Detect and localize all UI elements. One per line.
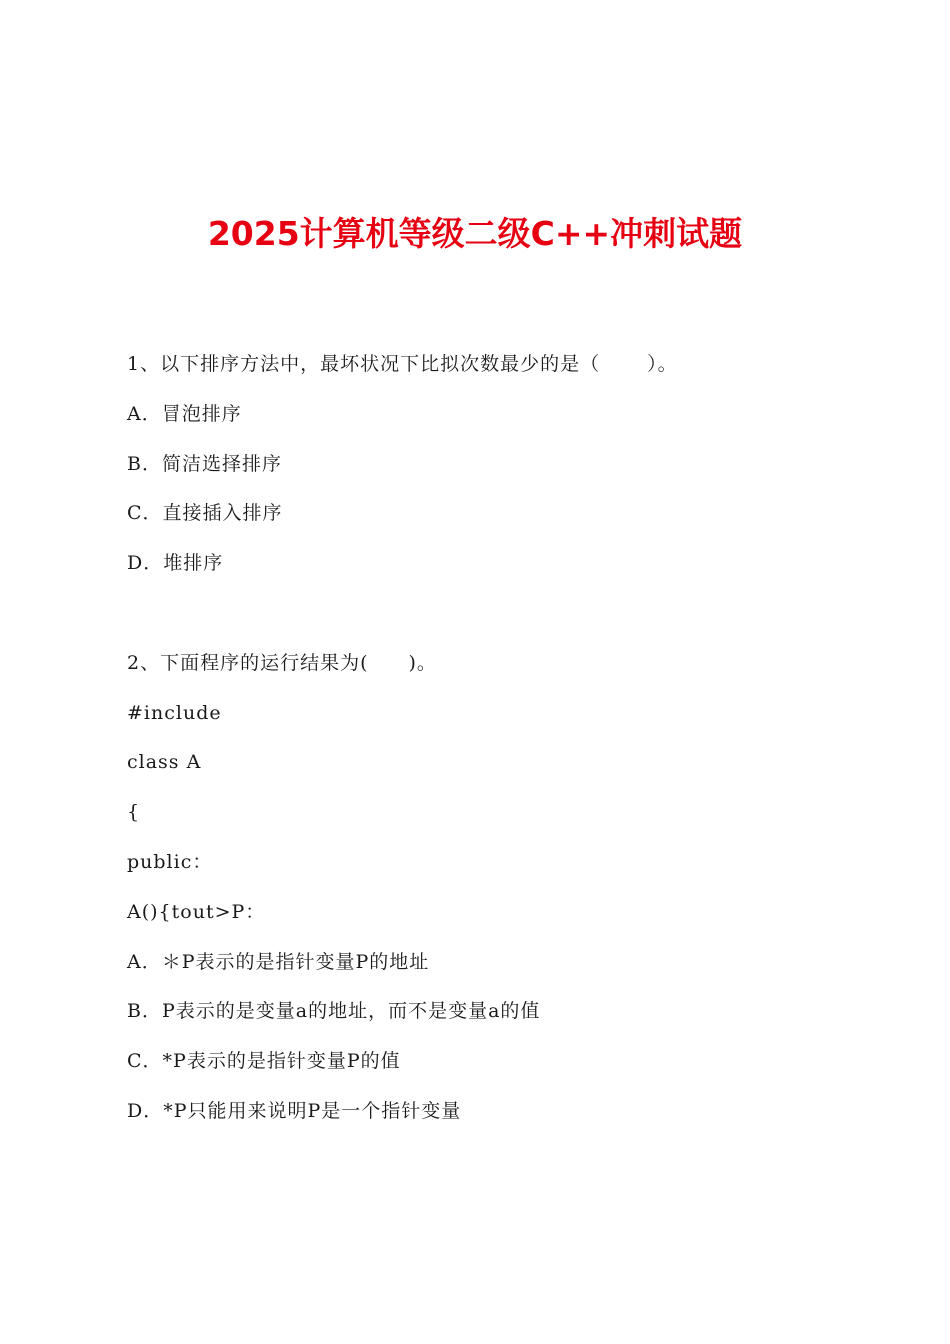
option-c: C．直接插入排序 bbox=[127, 502, 283, 525]
question-separator bbox=[127, 589, 907, 639]
document-title: 2025计算机等级二级C++冲刺试题 bbox=[207, 214, 743, 253]
option-b: B．简洁选择排序 bbox=[127, 452, 282, 475]
question-1 bbox=[127, 340, 907, 589]
option-d: D．*P只能用来说明P是一个指针变量 bbox=[127, 1099, 462, 1122]
question-list bbox=[127, 340, 907, 1137]
option-b: B．P表示的是变量a的地址，而不是变量a的值 bbox=[127, 1000, 541, 1023]
code-line: public： bbox=[127, 850, 213, 873]
question-2 bbox=[127, 639, 907, 1137]
code-line: #include bbox=[127, 701, 222, 724]
code-line: { bbox=[127, 801, 141, 824]
option-a: A．冒泡排序 bbox=[127, 402, 242, 425]
question-stem: 2、下面程序的运行结果为( )。 bbox=[127, 651, 437, 674]
code-line: class A bbox=[127, 751, 202, 774]
code-line: A(){tout>P： bbox=[127, 900, 266, 923]
question-stem: 1、以下排序方法中，最坏状况下比拟次数最少的是（ ）。 bbox=[127, 353, 678, 375]
option-a: A．＊P表示的是指针变量P的地址 bbox=[127, 950, 430, 973]
option-d: D．堆排序 bbox=[127, 552, 224, 575]
option-c: C．*P表示的是指针变量P的值 bbox=[127, 1050, 401, 1073]
